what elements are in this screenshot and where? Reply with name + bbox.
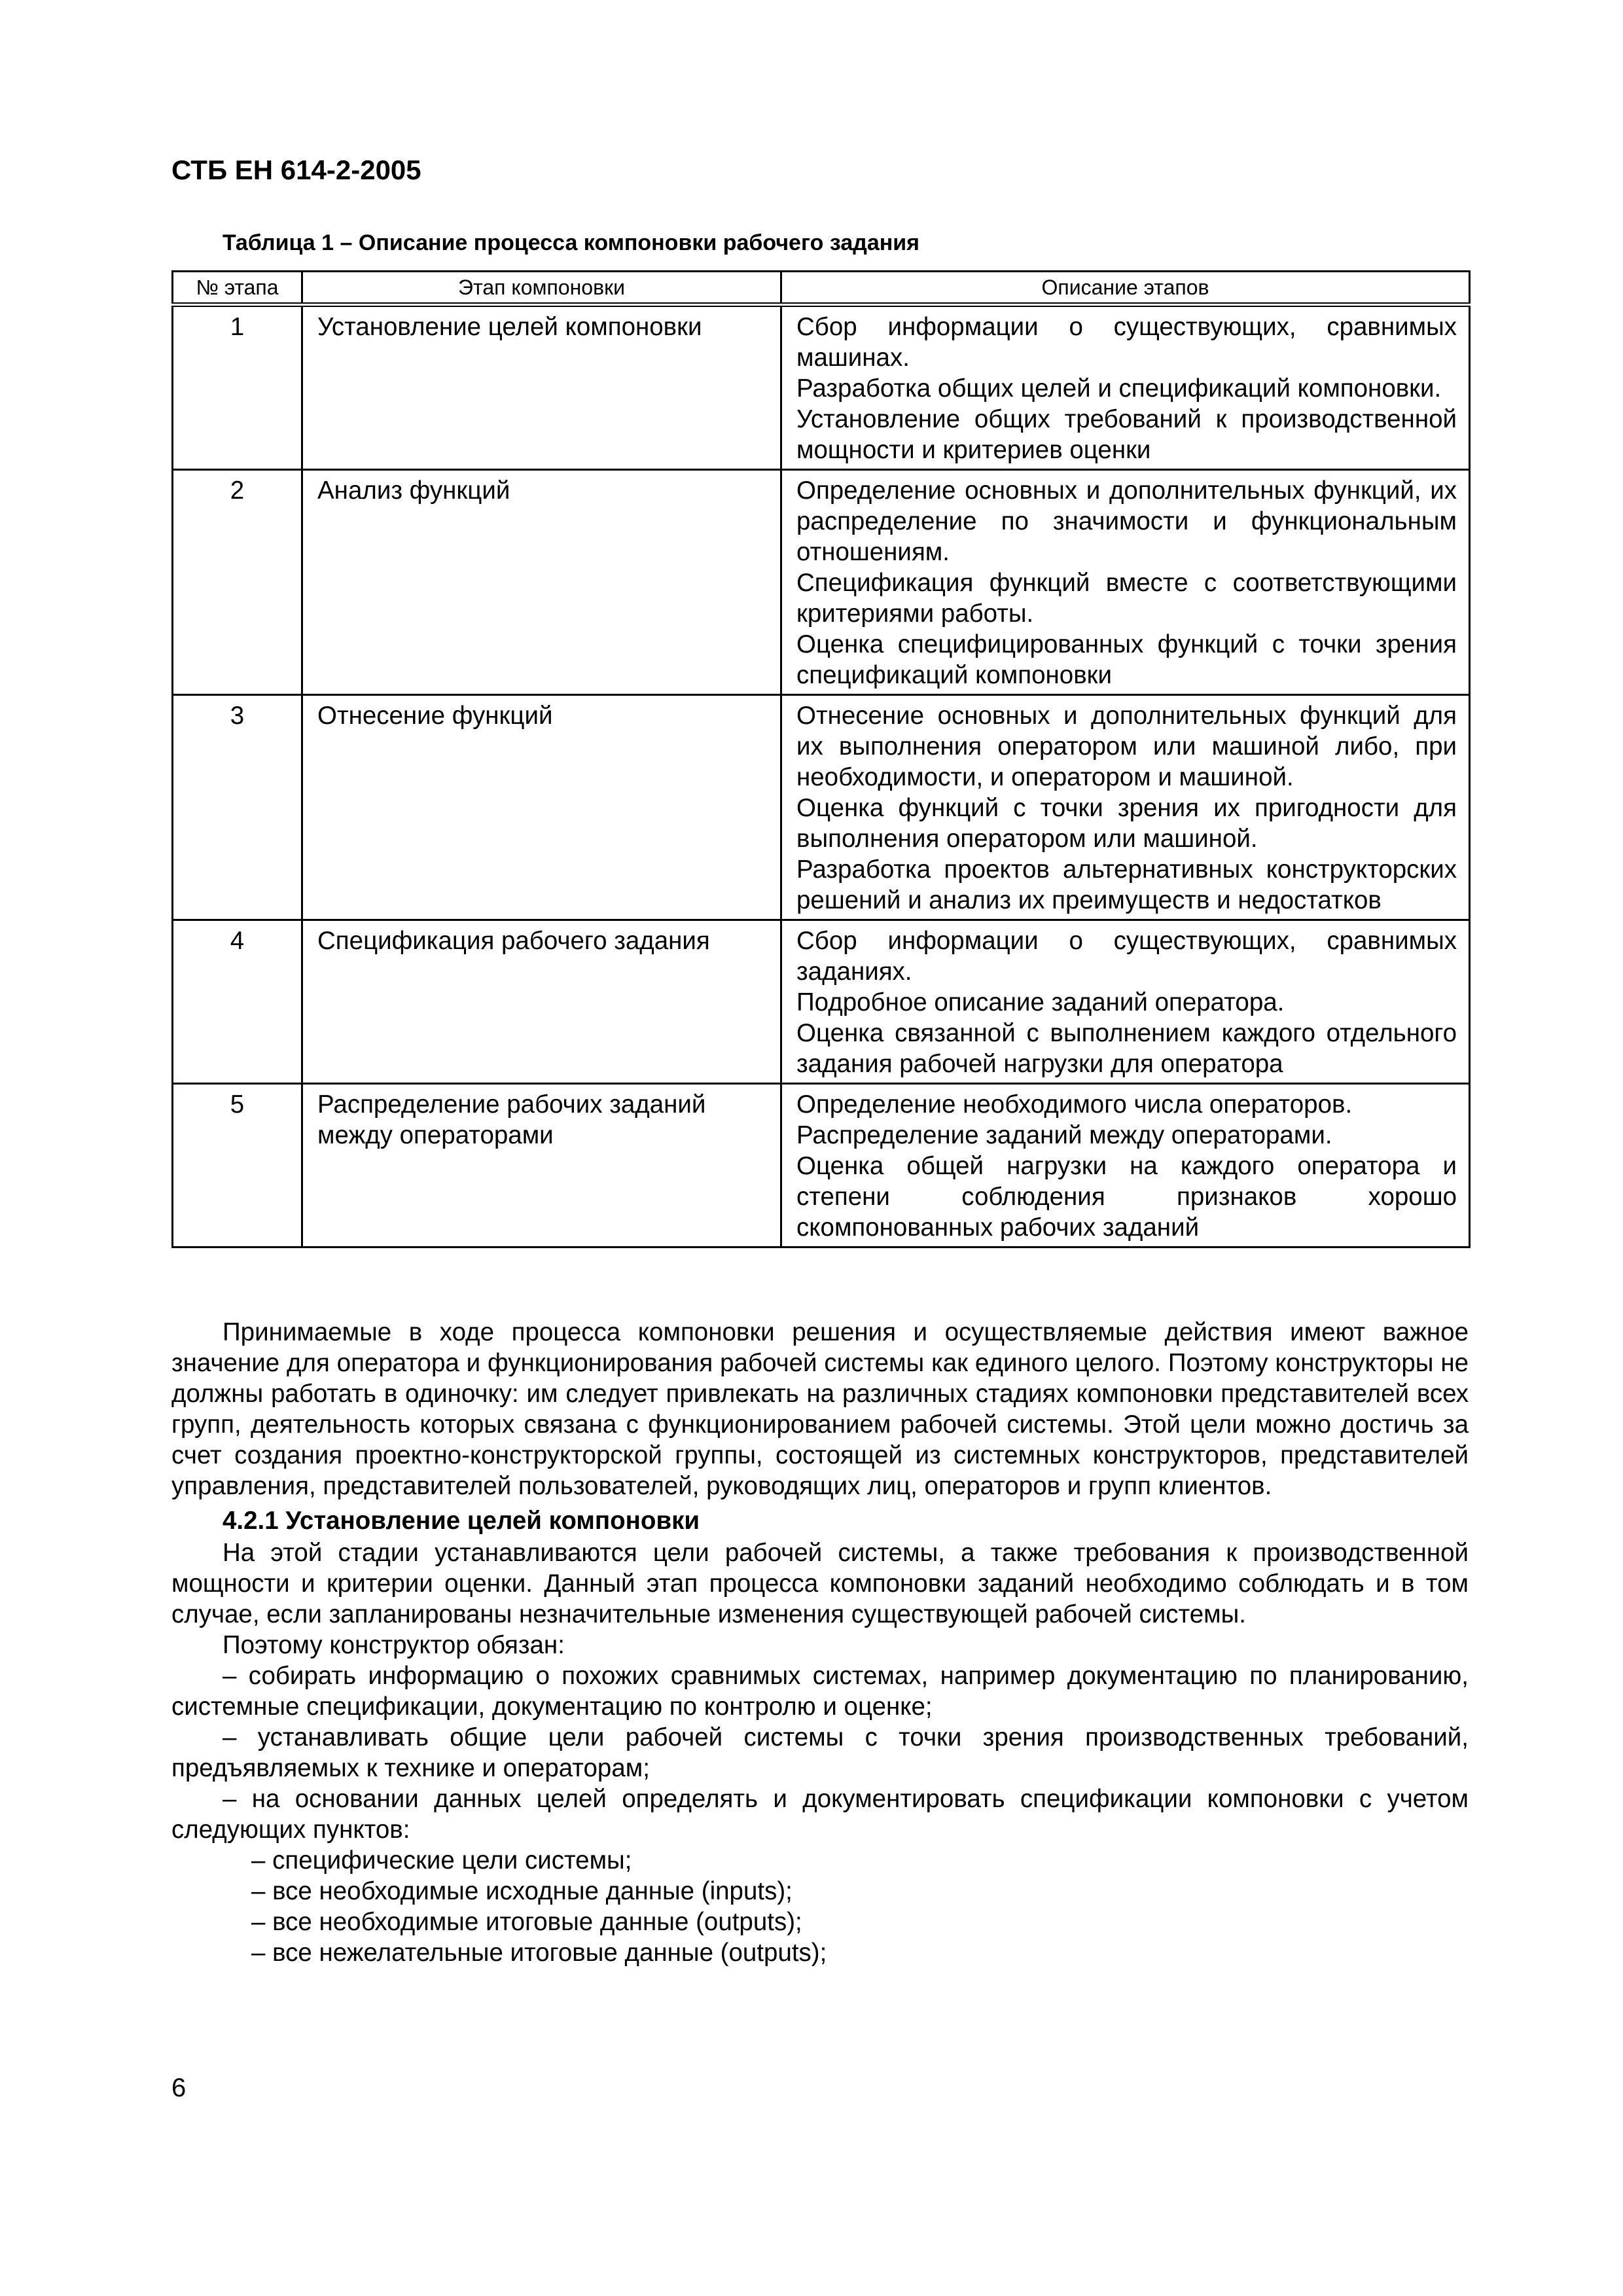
stage-description [781,305,1470,470]
stage-name: Распределение рабочих заданий между операторами [302,1084,781,1247]
stage-name: Анализ функций [302,470,781,695]
description-line: Подробное описание заданий оператора. [796,988,1285,1016]
section-heading: 4.2.1 Установление целей компоновки [223,1507,700,1535]
table-row [173,920,1470,1084]
intro-paragraph: Принимаемые в ходе процесса компоновки решения и осуществляемые действия имеют важное значение для оператора и функционирования рабочей системы как единого целого. Поэтому конструкторы не должны работать в одиночку: им следует привлекать на различных стадиях компоновки представителей всех групп, деятельность которых связана с функционированием рабочей системы. Этой цели можно достичь за счет создания проектно-конструкторской группы, состоящей из системных конструкторов, представителей управления, представителей пользователей, руководящих лиц, операторов и групп клиентов. [171,1318,1469,1500]
description-line: Распределение заданий между операторами. [796,1121,1332,1149]
sub-list-item: – все нежелательные итоговые данные (outputs); [251,1939,827,1967]
table-header-row [173,272,1470,305]
description-line: Оценка специфицированных функций с точки зрения спецификаций компоновки [796,630,1457,689]
description-line: Разработка проектов альтернативных конструкторских решений и анализ их преимуществ и недостатков [796,855,1457,914]
stage-number: 4 [173,920,302,1084]
description-line: Разработка общих целей и спецификаций компоновки. [796,374,1442,403]
section-paragraph: На этой стадии устанавливаются цели рабочей системы, а также требования к производственной мощности и критерии оценки. Данный этап процесса компоновки заданий необходимо соблюдать и в том случае, если запланированы незначительные изменения существующей рабочей системы. [171,1539,1469,1628]
stage-name: Спецификация рабочего задания [302,920,781,1084]
obligation-intro: Поэтому конструктор обязан: [223,1631,565,1659]
stage-description [781,470,1470,695]
list-item: – на основании данных целей определять и документировать спецификации компоновки с учетом следующих пунктов: [171,1785,1469,1844]
description-line: Оценка функций с точки зрения их пригодности для выполнения оператором или машиной. [796,794,1457,853]
stage-description [781,1084,1470,1247]
page-number: 6 [171,2073,187,2102]
column-header-number: № этапа [173,272,302,305]
stage-number: 1 [173,305,302,470]
stage-name: Отнесение функций [302,695,781,920]
stage-description [781,920,1470,1084]
column-header-description: Описание этапов [781,272,1470,305]
list-item: – устанавливать общие цели рабочей системы с точки зрения производственных требований, предъявляемых к технике и операторам; [171,1723,1469,1782]
document-code: СТБ ЕН 614-2-2005 [171,154,421,185]
column-header-stage: Этап компоновки [302,272,781,305]
body-text [171,1317,1469,1968]
description-line: Сбор информации о существующих, сравнимых машинах. [796,313,1457,372]
table-row [173,695,1470,920]
stage-number: 3 [173,695,302,920]
description-line: Спецификация функций вместе с соответствующими критериями работы. [796,569,1457,628]
description-line: Оценка общей нагрузки на каждого оператора и степени соблюдения признаков хорошо скомпонованных рабочих заданий [796,1152,1457,1242]
sub-list-item: – все необходимые итоговые данные (outputs); [251,1908,802,1936]
stage-name: Установление целей компоновки [302,305,781,470]
stage-description [781,695,1470,920]
table-caption: Таблица 1 – Описание процесса компоновки рабочего задания [223,230,920,255]
description-line: Отнесение основных и дополнительных функций для их выполнения оператором или машиной либо, при необходимости, и оператором и машиной. [796,702,1457,791]
description-line: Определение основных и дополнительных функций, их распределение по значимости и функциональным отношениям. [796,476,1457,566]
stage-number: 2 [173,470,302,695]
list-item: – собирать информацию о похожих сравнимых системах, например документацию по планированию, системные спецификации, документацию по контролю и оценке; [171,1662,1469,1721]
sub-list-item: – все необходимые исходные данные (inputs); [251,1877,793,1905]
description-line: Оценка связанной с выполнением каждого отдельного задания рабочей нагрузки для оператора [796,1019,1457,1078]
table-row [173,470,1470,695]
description-line: Сбор информации о существующих, сравнимых заданиях. [796,927,1457,986]
description-line: Определение необходимого числа операторов. [796,1090,1353,1119]
table-row [173,305,1470,470]
table-row [173,1084,1470,1247]
stage-number: 5 [173,1084,302,1247]
sub-list-item: – специфические цели системы; [251,1846,632,1874]
description-line: Установление общих требований к производственной мощности и критериев оценки [796,405,1457,464]
stages-table [171,270,1471,1248]
